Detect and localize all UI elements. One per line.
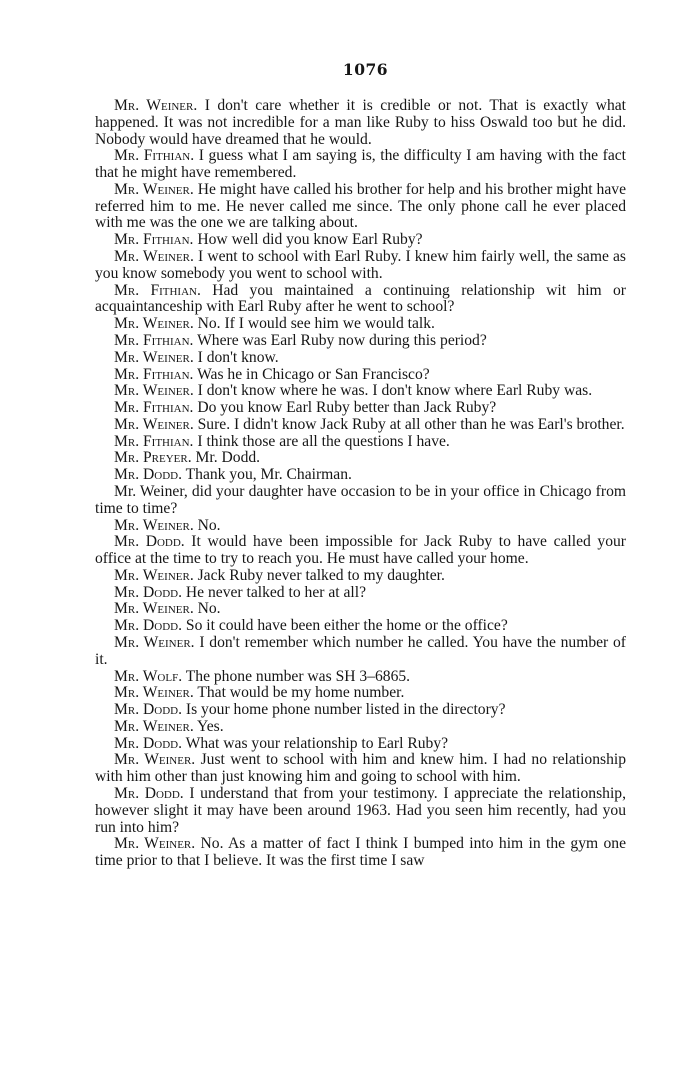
speaker-name: Mr. Weiner. bbox=[114, 751, 196, 769]
transcript-paragraph bbox=[95, 736, 626, 753]
speech-text: He might have called his brother for help and his brother might have referred him to me. He never called me since. The only phone call he ever placed with me was the one we are talking about. bbox=[95, 180, 626, 232]
transcript-paragraph bbox=[95, 568, 626, 585]
speaker-name: Mr. Weiner. bbox=[114, 835, 196, 853]
transcript-paragraph bbox=[95, 484, 626, 518]
speech-text: I don't remember which number he called. You have the number of it. bbox=[95, 634, 626, 668]
speaker-name: Mr. Weiner. bbox=[114, 97, 198, 114]
speech-text: No. bbox=[193, 516, 221, 534]
transcript-paragraph bbox=[95, 534, 626, 568]
speech-text: Do you know Earl Ruby better than Jack Ruby? bbox=[193, 399, 497, 417]
speaker-name: Mr. Weiner. bbox=[114, 315, 194, 333]
speaker-name: Mr. Dodd. bbox=[114, 583, 182, 601]
transcript-page bbox=[95, 60, 626, 870]
speech-text: I don't know. bbox=[193, 348, 279, 366]
speaker-name: Mr. Weiner. bbox=[114, 180, 194, 198]
speech-text: I understand that from your testimony. I appreciate the relationship, however slight it may have been around 1963. Had you seen him recently, had you run into him? bbox=[95, 785, 626, 836]
transcript-paragraph bbox=[95, 333, 626, 350]
transcript-paragraph bbox=[95, 585, 626, 602]
transcript-paragraph bbox=[95, 786, 626, 836]
transcript-paragraph bbox=[95, 383, 626, 400]
speech-text: I think those are all the questions I have. bbox=[193, 432, 450, 450]
speech-text: So it could have been either the home or the office? bbox=[182, 617, 508, 635]
speech-text: Yes. bbox=[193, 717, 224, 735]
speaker-name: Mr. Dodd. bbox=[114, 785, 184, 803]
speech-text: Sure. I didn't know Jack Ruby at all other than he was Earl's brother. bbox=[193, 415, 625, 433]
speech-text: No. As a matter of fact I think I bumped into him in the gym one time prior to that I believe. It was the first time I saw bbox=[95, 835, 627, 870]
speech-text: Thank you, Mr. Chairman. bbox=[182, 466, 352, 484]
transcript-paragraph bbox=[95, 283, 626, 317]
speech-text: Jack Ruby never talked to my daughter. bbox=[193, 566, 445, 584]
transcript-paragraph bbox=[95, 148, 626, 182]
transcript-paragraph bbox=[95, 400, 626, 417]
speech-text: Is your home phone number listed in the directory? bbox=[182, 701, 506, 719]
speech-text: How well did you know Earl Ruby? bbox=[193, 231, 423, 249]
speech-text: Just went to school with him and knew him. I had no relationship with him other than just knowing him and going to school with him. bbox=[95, 751, 627, 786]
speech-text: I guess what I am saying is, the difficulty I am having with the fact that he might have remembered. bbox=[95, 147, 626, 182]
speaker-name: Mr. Dodd. bbox=[114, 734, 182, 752]
speaker-name: Mr. Fithian. bbox=[114, 331, 194, 349]
speech-text: It would have been impossible for Jack Ruby to have called your office at the time to try to reach you. He must have called your home. bbox=[95, 533, 626, 568]
speech-text: What was your relationship to Earl Ruby? bbox=[182, 734, 449, 752]
transcript-paragraph bbox=[95, 249, 626, 283]
speech-text: Mr. Dodd. bbox=[191, 449, 261, 467]
transcript-paragraph bbox=[95, 350, 626, 367]
transcript-paragraph bbox=[95, 450, 626, 467]
transcript-paragraph bbox=[95, 182, 626, 232]
transcript-paragraph bbox=[95, 685, 626, 702]
speech-text: No. If I would see him we would talk. bbox=[193, 315, 435, 333]
speaker-name: Mr. Fithian. bbox=[114, 432, 194, 450]
speaker-name: Mr. Dodd. bbox=[114, 533, 185, 551]
transcript-paragraph bbox=[95, 635, 626, 669]
speech-text: I don't know where he was. I don't know where Earl Ruby was. bbox=[193, 382, 593, 400]
speaker-name: Mr. Fithian. bbox=[114, 399, 194, 417]
speaker-name: Mr. Weiner. bbox=[114, 415, 194, 433]
speech-text: That would be my home number. bbox=[193, 684, 405, 702]
speaker-name: Mr. Dodd. bbox=[114, 466, 182, 484]
speaker-name: Mr. Dodd. bbox=[114, 701, 182, 719]
transcript-paragraph bbox=[95, 518, 626, 535]
speech-text: I don't care whether it is credible or not. That is exactly what happened. It was not incredible for a man like Ruby to hiss Oswald too but he did. Nobody would have dreamed that he would. bbox=[95, 97, 626, 148]
speaker-name: Mr. Weiner. bbox=[114, 348, 194, 366]
speaker-name: Mr. Fithian. bbox=[114, 231, 194, 249]
transcript-paragraph bbox=[95, 752, 626, 786]
transcript-paragraph bbox=[95, 719, 626, 736]
speaker-name: Mr. Fithian. bbox=[114, 281, 201, 299]
speaker-name: Mr. Weiner. bbox=[114, 248, 194, 266]
speech-text: Had you maintained a continuing relationship wit him or acquaintanceship with Earl Ruby after he went to school? bbox=[95, 281, 626, 316]
transcript-paragraph bbox=[95, 232, 626, 249]
transcript-paragraph bbox=[95, 98, 626, 148]
speech-text: Mr. Weiner, did your daughter have occasion to be in your office in Chicago from time to time? bbox=[95, 482, 626, 517]
speaker-name: Mr. Fithian. bbox=[114, 147, 195, 165]
speaker-name: Mr. Fithian. bbox=[114, 365, 194, 383]
speaker-name: Mr. Wolf. bbox=[114, 667, 183, 685]
speaker-name: Mr. Dodd. bbox=[114, 617, 182, 635]
speaker-name: Mr. Weiner. bbox=[114, 600, 194, 618]
speech-text: I went to school with Earl Ruby. I knew him fairly well, the same as you know somebody you went to school with. bbox=[95, 248, 626, 282]
speech-text: The phone number was SH 3–6865. bbox=[182, 667, 411, 685]
speech-text: No. bbox=[193, 600, 221, 618]
transcript-paragraph bbox=[95, 618, 626, 635]
speaker-name: Mr. Weiner. bbox=[114, 717, 194, 735]
speech-text: Where was Earl Ruby now during this period? bbox=[193, 331, 487, 349]
speaker-name: Mr. Weiner. bbox=[114, 634, 195, 651]
page-number: 1076 bbox=[342, 60, 389, 79]
transcript-paragraph bbox=[95, 367, 626, 384]
transcript-paragraph bbox=[95, 836, 626, 870]
speech-text: Was he in Chicago or San Francisco? bbox=[193, 365, 430, 383]
speaker-name: Mr. Weiner. bbox=[114, 382, 194, 400]
transcript-body bbox=[95, 98, 626, 870]
transcript-paragraph bbox=[95, 669, 626, 686]
transcript-paragraph bbox=[95, 702, 626, 719]
speaker-name: Mr. Preyer. bbox=[114, 449, 192, 467]
transcript-paragraph bbox=[95, 316, 626, 333]
speaker-name: Mr. Weiner. bbox=[114, 684, 194, 702]
speaker-name: Mr. Weiner. bbox=[114, 516, 194, 534]
transcript-paragraph bbox=[95, 467, 626, 484]
speaker-name: Mr. Weiner. bbox=[114, 566, 194, 584]
transcript-paragraph bbox=[95, 434, 626, 451]
speech-text: He never talked to her at all? bbox=[182, 583, 367, 601]
transcript-paragraph bbox=[95, 417, 626, 434]
transcript-paragraph bbox=[95, 601, 626, 618]
